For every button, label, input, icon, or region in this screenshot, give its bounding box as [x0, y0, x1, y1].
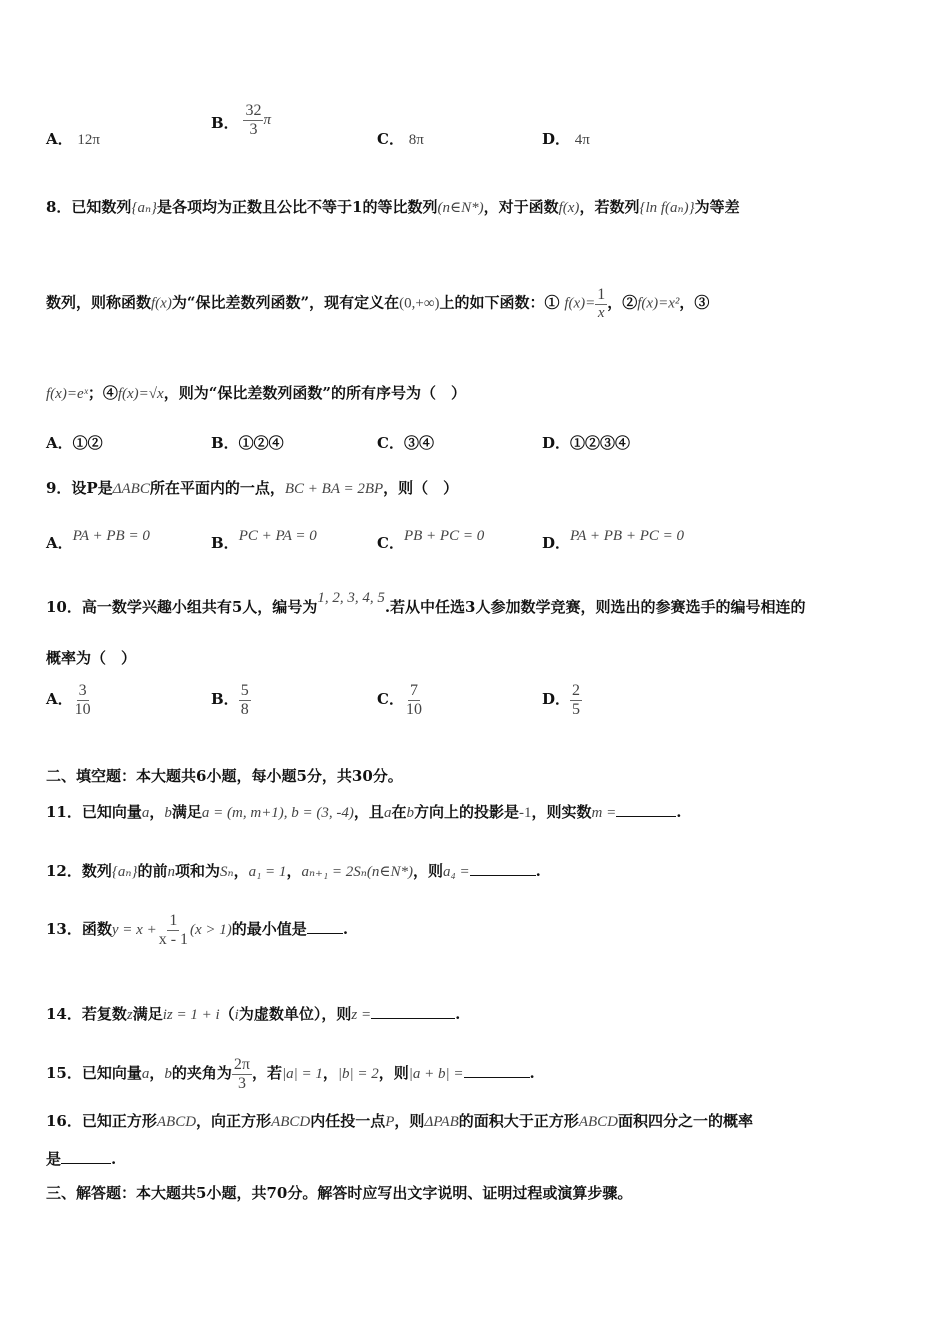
fraction: $\frac{2}{5}$: [572, 682, 581, 718]
q10-line-1: 10．高一数学兴趣小组共有5人，编号为1, 2, 3, 4, 5.若从中任选3人参加数学竞赛，则选出的参赛选手的编号相连的: [46, 590, 806, 616]
q8-line-2: 数列，则称函数f(x)为“保比差数列函数”，现有定义在(0,+∞)上的如下函数：① f(x)= $\frac{1}{x}$ ，②f(x)=x²，③: [46, 286, 710, 321]
fraction: $\frac{3}{10}$: [74, 682, 91, 718]
fraction: $\frac{1}{x - 1}$: [158, 912, 189, 948]
q9-option-a: A．PA + PB = 0: [46, 528, 150, 552]
q9-option-c: C．PB + PC = 0: [377, 528, 485, 552]
answer-blank[interactable]: [470, 861, 536, 876]
q16-line-2: 是 .: [46, 1150, 117, 1168]
q8-line-3: f(x)=eˣ；④f(x)=√x，则为“保比差数列函数”的所有序号为（ ）: [46, 384, 466, 402]
q10-option-a: A． $\frac{3}{10}$: [46, 682, 91, 718]
q10-option-c: C． $\frac{7}{10}$: [377, 682, 422, 718]
fraction: $\frac{7}{10}$: [405, 682, 422, 718]
answer-blank[interactable]: [307, 919, 343, 934]
section-3-heading: 三、解答题：本大题共5小题，共70分。解答时应写出文字说明、证明过程或演算步骤。: [46, 1184, 633, 1202]
q10-option-b: B． $\frac{5}{8}$: [211, 682, 249, 718]
answer-blank[interactable]: [464, 1063, 530, 1078]
q10-option-d: D． $\frac{2}{5}$: [542, 682, 581, 718]
q8-option-c: C．③④: [377, 434, 434, 452]
q8-option-b: B．①②④: [211, 434, 284, 452]
q14: 14．若复数z满足iz = 1 + i（i为虚数单位），则z = .: [46, 1005, 461, 1023]
fraction: $\frac{32}{3}$: [245, 102, 262, 138]
q16-line-1: 16．已知正方形ABCD，向正方形ABCD内任投一点P，则ΔPAB的面积大于正方形ABCD面积四分之一的概率: [46, 1112, 753, 1130]
q8-line-1: 8．已知数列{aₙ}是各项均为正数且公比不等于1的等比数列(n∈N*)，对于函数f(x)，若数列{ln f(aₙ)}为等差: [46, 198, 740, 216]
q9-option-b: B．PC + PA = 0: [211, 528, 317, 552]
q13: 13．函数y = x + $\frac{1}{x - 1}$ (x > 1)的最小值是 .: [46, 912, 349, 948]
q15: 15．已知向量a，b的夹角为 $\frac{2\pi}{3}$ ，若|a| = 1，|b| = 2，则|a + b| = .: [46, 1056, 535, 1092]
q7-option-a: A． 12π: [46, 130, 100, 148]
answer-blank[interactable]: [616, 802, 676, 817]
fraction: $\frac{5}{8}$: [240, 682, 249, 718]
fraction: $\frac{2\pi}{3}$: [233, 1056, 250, 1092]
q9-option-d: D．PA + PB + PC = 0: [542, 528, 684, 552]
fraction: $\frac{1}{x}$: [597, 286, 606, 321]
q11: 11．已知向量a，b满足a = (m, m+1), b = (3, -4)，且a在b方向上的投影是-1，则实数m = .: [46, 803, 682, 821]
q8-option-d: D．①②③④: [542, 434, 631, 452]
q7-option-c: C． 8π: [377, 130, 424, 148]
q7-option-d: D． 4π: [542, 130, 590, 148]
answer-blank[interactable]: [61, 1149, 111, 1164]
q10-line-2: 概率为（ ）: [46, 649, 137, 667]
answer-blank[interactable]: [371, 1004, 455, 1019]
q9-stem: 9．设P是ΔABC所在平面内的一点，BC + BA = 2BP，则（ ）: [46, 479, 459, 497]
q12: 12．数列{aₙ}的前n项和为Sₙ，a₁ = 1，aₙ₊₁ = 2Sₙ(n∈N*)，则a₄ = .: [46, 862, 541, 880]
q7-option-b: B． $\frac{32}{3}$ π: [211, 102, 271, 138]
section-2-heading: 二、填空题：本大题共6小题，每小题5分，共30分。: [46, 767, 403, 785]
q8-option-a: A．①②: [46, 434, 103, 452]
